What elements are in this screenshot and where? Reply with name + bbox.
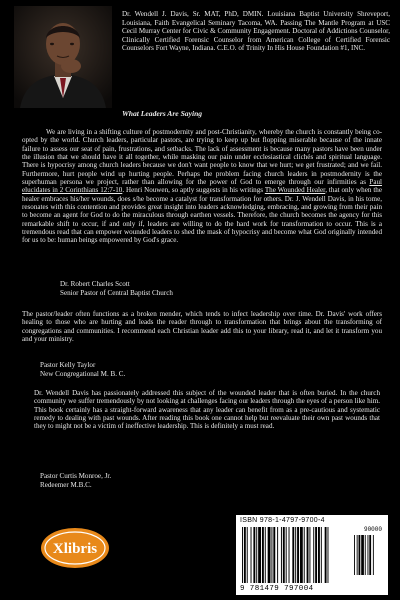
publisher-logo-text: Xlibris [52,541,98,557]
signer-name: Pastor Kelly Taylor [40,361,96,369]
section-heading: What Leaders Are Saying [122,109,203,118]
testimonial-2-signature [40,361,125,379]
author-bio: Dr. Wendell J. Davis, Sr. MAT, PhD, DMIN. Louisiana Baptist University Shreveport, Louisiana, Faith Evangelical Seminary Tacoma, WA. Passing The Mantle Program at USC Cecil Murray Center for Civic & Community Engagement. Doctoral of Addictions Counselor, Clinically Certified Forensic Counselor from American College of Certified Forensic Counselors Fort Wayne, Indiana. C.E.O. of Trinity In His House Foundation #1, INC. [122,10,390,53]
signer-name: Pastor Curtis Monroe, Jr. [40,472,112,480]
testimonial-3-signature [40,472,111,490]
ean-digits: 9 781479 797004 [240,585,314,593]
scripture-reference: Paul elucidates in 2 Corinthians 12:7-10 [22,178,382,195]
book-reference: The Wounded Healer [264,186,326,195]
testimonial-3-text: Dr. Wendell Davis has passionately addressed this subject of the wounded leader that is often buried. In the church community we suffer tremendously by not looking at challenges facing our leaders through the eyes of a person like him. This book certainly has a straight-forward awareness that any leader can benefit from as a pre-cautious and systematic remedy to dealing with past wounds. After reading this book one cannot help but reevaluate their own past wounds that they to might not be a victim of ineffective leadership. This is definitely a must read. [34,389,380,431]
signer-name: Dr. Robert Charles Scott [60,280,130,288]
author-photo [14,6,112,108]
testimonial-2-text: The pastor/leader often functions as a broken mender, which tends to infect leadership over time. Dr. Davis' work offers healing to those who are hurting and leads the reader through to transformation that brings about the transforming of congregations and communities. I recommend each Christian leader add this to your library, read it, and let it transform you and your ministry. [22,310,382,344]
signer-title: Senior Pastor of Central Baptist Church [60,289,173,297]
isbn-label: ISBN 978-1-4797-9700-4 [240,517,325,524]
isbn-barcode [236,515,388,595]
signer-title: Redeemer M.B.C. [40,481,92,489]
signer-title: New Congregational M. B. C. [40,370,126,378]
price-code: 90000 [363,526,382,533]
testimonial-1-text: We are living in a shifting culture of postmodernity and post-Christianity, whereby the church is constantly being co-opted by the world. Church leaders, particular pastors, are trying to keep up but flopping miserable because of the innate failure to assess our seat of pain, frustrations, and setbacks. The lack of assessment is because many pastors have been under the illusion that we should have it all together, while masking our pain under ecclesiastical clichés and spiritual language. There is hypocrisy among church leaders because we don't want people to know that we hurt; we get frustrated; and we fail. Furthermore, hurt people wind up hurting people. Perhaps the problem facing church leaders in postmodernity is the superhuman persona we project, rather than allowing for the power of God to emerge through our infirmities as Paul elucidates in 2 Corinthians 12:7-10. Henri Nouwen, so aptly suggests in his writings The Wounded Healer, that only when the healer embraces his/her wounds, does s/he become a catalyst for transformation for others. Dr. J. Wendell Davis, in his tome, resonates with this contention and provides great insight into leaders acknowledging, embracing, and growing from their pain to become an agent for God to do the miraculous through earthen vessels. Therefore, the church becomes the agency for this remarkable shift to occur, if and only if, leaders are willing to do the hard work for transformation to occur. This is a tremendous read that can empower wounded leaders to shed the mask of hypocrisy and become what God originally intended for us to be: human beings empowered by God's grace. [22,128,382,245]
publisher-logo [38,524,112,572]
barcode-bars [236,515,388,595]
testimonial-1-signature [60,280,173,298]
